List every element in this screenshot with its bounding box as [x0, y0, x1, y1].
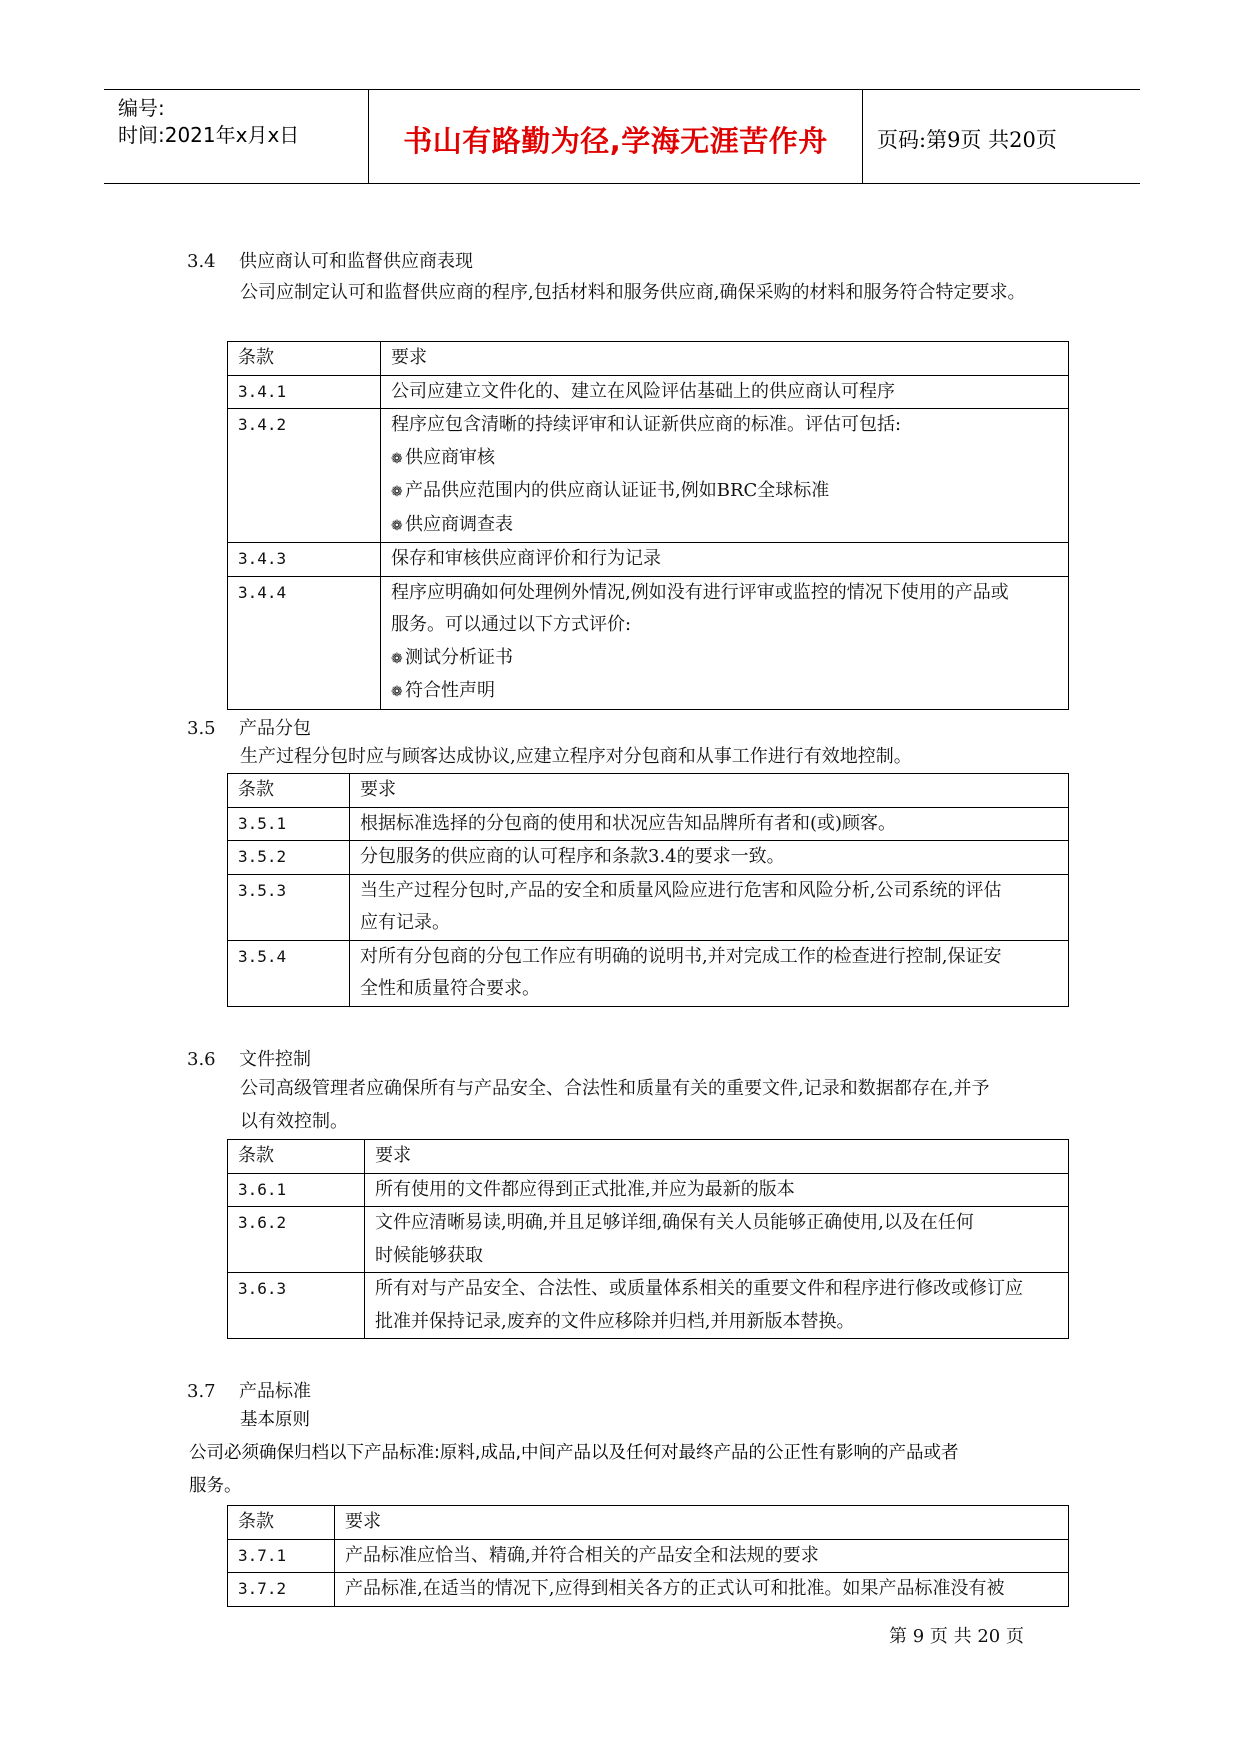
requirement-text — [365, 1173, 1069, 1207]
clause-id: 3.7.2 — [228, 1573, 335, 1607]
requirement-line: 文件应清晰易读,明确,并且足够详细,确保有关人员能够正确使用,以及在任何 — [375, 1212, 974, 1233]
header-page-cell — [863, 90, 1140, 183]
page-header — [104, 89, 1140, 184]
requirement-text — [350, 874, 1069, 940]
section-number: 3.5 — [187, 718, 216, 739]
requirement-line: 批准并保持记录,废弃的文件应移除并归档,并用新版本替换。 — [375, 1310, 855, 1332]
table-row — [228, 1207, 1069, 1273]
bullet-item — [391, 509, 1058, 543]
requirement-line: 保存和审核供应商评价和行为记录 — [391, 548, 661, 569]
section-title: 供应商认可和监督供应商表现 — [239, 251, 473, 272]
section-3-4-heading — [187, 247, 473, 273]
section-3-5-heading — [187, 714, 311, 740]
column-header-requirement: 要求 — [335, 1506, 1069, 1540]
flower-bullet-icon: ❁ — [391, 684, 403, 700]
requirement-text — [381, 375, 1069, 409]
requirement-line: 程序应明确如何处理例外情况,例如没有进行评审或监控的情况下使用的产品或 — [391, 581, 1009, 603]
section-3-6-intro — [240, 1072, 1080, 1138]
clause-id: 3.4.1 — [228, 375, 381, 409]
requirement-text — [365, 1273, 1069, 1339]
table-row — [228, 807, 1069, 841]
table-row — [228, 1573, 1069, 1607]
clause-id: 3.5.4 — [228, 940, 350, 1006]
table-header-row — [228, 774, 1069, 808]
column-header-requirement: 要求 — [350, 774, 1069, 808]
bullet-item — [391, 642, 1058, 676]
table-row — [228, 841, 1069, 875]
section-3-7-heading — [187, 1377, 311, 1403]
section-number: 3.7 — [187, 1381, 216, 1402]
requirement-line: 产品标准应恰当、精确,并符合相关的产品安全和法规的要求 — [345, 1544, 819, 1566]
bullet-text: 产品供应范围内的供应商认证证书,例如BRC全球标准 — [405, 480, 830, 501]
clause-id: 3.6.1 — [228, 1173, 365, 1207]
bullet-item — [391, 475, 1058, 509]
clause-id: 3.6.2 — [228, 1207, 365, 1273]
document-time-label: 时间:2021年x月x日 — [118, 123, 300, 147]
requirement-line: 时候能够获取 — [375, 1244, 483, 1266]
requirement-line: 产品标准,在适当的情况下,应得到相关各方的正式认可和批准。如果产品标准没有被 — [345, 1578, 1005, 1599]
requirement-line: 程序应包含清晰的持续评审和认证新供应商的标准。评估可包括: — [391, 414, 902, 435]
table-header-row — [228, 1506, 1069, 1540]
table-row — [228, 1173, 1069, 1207]
section-title: 产品分包 — [239, 718, 311, 739]
clause-id: 3.5.1 — [228, 807, 350, 841]
flower-bullet-icon: ❁ — [391, 450, 403, 467]
flower-bullet-icon: ❁ — [391, 517, 403, 534]
bullet-text: 供应商审核 — [405, 446, 495, 468]
bullet-text: 测试分析证书 — [405, 646, 513, 668]
requirement-line: 服务。可以通过以下方式评价: — [391, 614, 632, 635]
requirement-line: 所有对与产品安全、合法性、或质量体系相关的重要文件和程序进行修改或修订应 — [375, 1278, 1023, 1299]
table-row — [228, 375, 1069, 409]
bullet-text: 供应商调查表 — [405, 513, 513, 535]
bullet-text: 符合性声明 — [405, 680, 495, 701]
column-header-requirement: 要求 — [381, 342, 1069, 376]
requirement-line: 分包服务的供应商的认可程序和条款3.4的要求一致。 — [360, 846, 785, 867]
requirement-text — [381, 543, 1069, 577]
table-3-6 — [227, 1139, 1069, 1339]
clause-id: 3.6.3 — [228, 1273, 365, 1339]
column-header-clause: 条款 — [228, 342, 381, 376]
requirement-line: 公司应建立文件化的、建立在风险评估基础上的供应商认可程序 — [391, 380, 895, 402]
column-header-clause: 条款 — [228, 774, 350, 808]
column-header-clause: 条款 — [228, 1140, 365, 1174]
section-title: 产品标准 — [239, 1381, 311, 1402]
requirement-line: 全性和质量符合要求。 — [360, 978, 540, 999]
requirement-text — [335, 1573, 1069, 1607]
intro-line: 公司高级管理者应确保所有与产品安全、合法性和质量有关的重要文件,记录和数据都存在,并予 — [240, 1078, 990, 1099]
table-3-4 — [227, 341, 1069, 710]
requirement-text — [350, 940, 1069, 1006]
clause-id: 3.4.3 — [228, 543, 381, 577]
header-motto: 书山有路勤为径,学海无涯苦作舟 — [403, 124, 828, 158]
table-row — [228, 1273, 1069, 1339]
table-row — [228, 940, 1069, 1006]
requirement-text — [335, 1539, 1069, 1573]
document-number-label: 编号: — [118, 96, 165, 120]
section-title: 文件控制 — [239, 1049, 311, 1070]
table-3-5 — [227, 773, 1069, 1007]
header-page-info: 页码:第9页 共20页 — [877, 128, 1057, 152]
requirement-text — [381, 576, 1069, 709]
intro-line: 服务。 — [189, 1476, 242, 1496]
clause-id: 3.7.1 — [228, 1539, 335, 1573]
requirement-line: 对所有分包商的分包工作应有明确的说明书,并对完成工作的检查进行控制,保证安 — [360, 945, 1002, 967]
requirement-text — [350, 841, 1069, 875]
clause-id: 3.4.4 — [228, 576, 381, 709]
table-row — [228, 409, 1069, 543]
table-row — [228, 1539, 1069, 1573]
requirement-text — [365, 1207, 1069, 1273]
page-footer: 第 9 页 共 20 页 — [889, 1626, 1024, 1647]
section-3-7-intro — [189, 1437, 1069, 1503]
table-header-row — [228, 1140, 1069, 1174]
section-number: 3.6 — [187, 1049, 216, 1070]
column-header-requirement: 要求 — [365, 1140, 1069, 1174]
intro-line: 公司必须确保归档以下产品标准:原料,成品,中间产品以及任何对最终产品的公正性有影响的产品或者 — [189, 1443, 959, 1463]
section-3-5-intro: 生产过程分包时应与顾客达成协议,应建立程序对分包商和从事工作进行有效地控制。 — [240, 746, 912, 767]
clause-id: 3.5.3 — [228, 874, 350, 940]
table-row — [228, 543, 1069, 577]
bullet-item — [391, 675, 1058, 709]
table-header-row — [228, 342, 1069, 376]
header-meta-cell — [104, 90, 369, 183]
requirement-text — [381, 409, 1069, 543]
table-row — [228, 874, 1069, 940]
intro-line: 以有效控制。 — [240, 1111, 348, 1132]
section-3-6-heading — [187, 1045, 311, 1071]
requirement-line: 根据标准选择的分包商的使用和状况应告知品牌所有者和(或)顾客。 — [360, 812, 897, 834]
flower-bullet-icon: ❁ — [391, 484, 403, 500]
requirement-line: 所有使用的文件都应得到正式批准,并应为最新的版本 — [375, 1178, 795, 1200]
section-3-7-subtitle: 基本原则 — [240, 1410, 310, 1430]
clause-id: 3.4.2 — [228, 409, 381, 543]
header-motto-cell — [369, 90, 863, 183]
section-number: 3.4 — [187, 251, 216, 272]
clause-id: 3.5.2 — [228, 841, 350, 875]
section-3-4-intro: 公司应制定认可和监督供应商的程序,包括材料和服务供应商,确保采购的材料和服务符合特定要求。 — [240, 282, 1026, 303]
requirement-text — [350, 807, 1069, 841]
column-header-clause: 条款 — [228, 1506, 335, 1540]
table-3-7 — [227, 1505, 1069, 1607]
flower-bullet-icon: ❁ — [391, 650, 403, 667]
requirement-line: 当生产过程分包时,产品的安全和质量风险应进行危害和风险分析,公司系统的评估 — [360, 879, 1002, 901]
table-row — [228, 576, 1069, 709]
bullet-item — [391, 442, 1058, 476]
requirement-line: 应有记录。 — [360, 912, 450, 933]
